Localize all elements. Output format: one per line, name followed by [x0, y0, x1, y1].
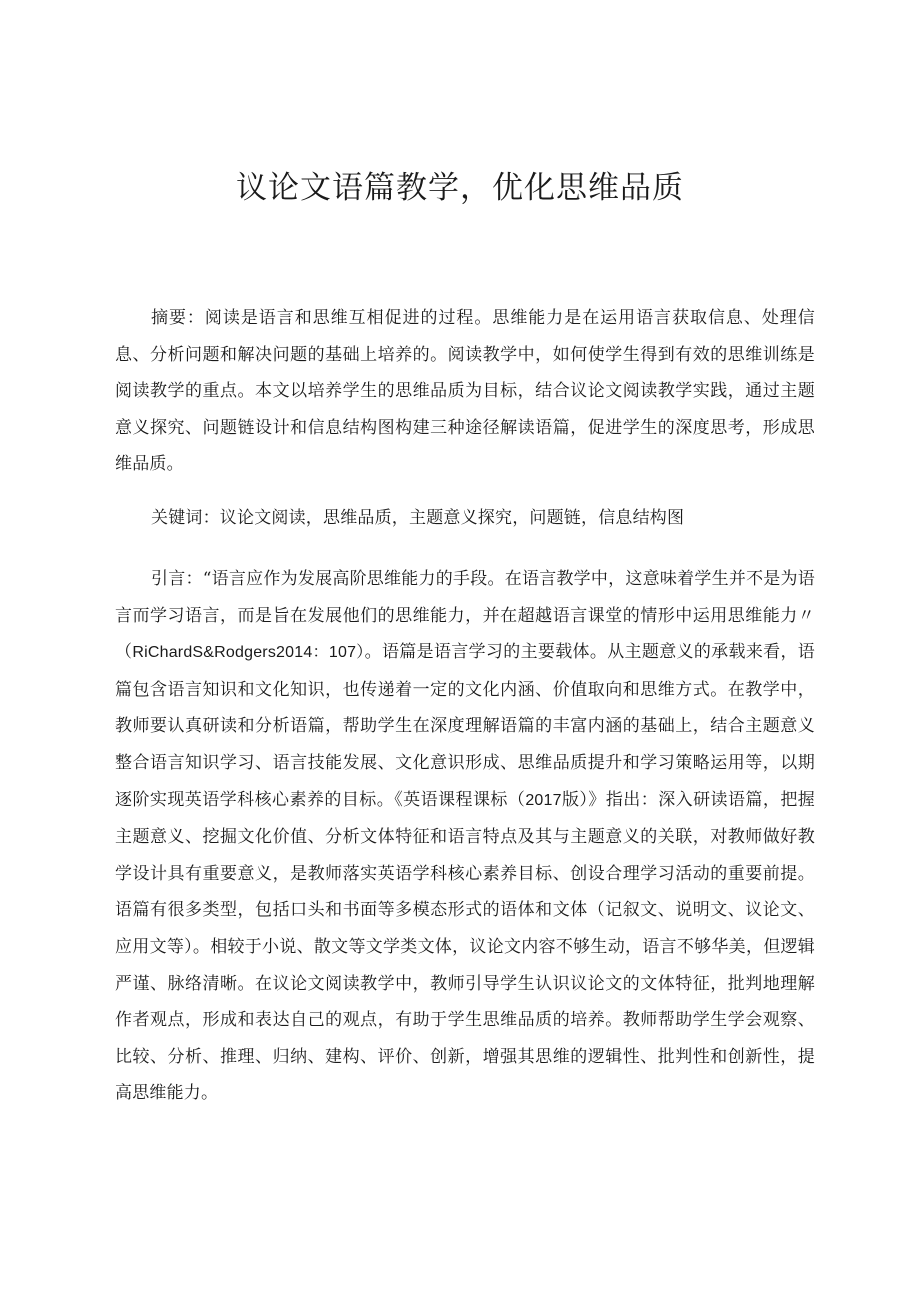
- intro-text-part1: 引言：“语言应作为发展高阶思维能力的手段。在语言教学中，这意味着学生并不是为语言而学习语言，而是旨在发展他们的思维能力，并在超越语言课堂的情形中运用思维能力〃（: [115, 569, 815, 663]
- abstract-paragraph: 摘要：阅读是语言和思维互相促进的过程。思维能力是在运用语言获取信息、处理信息、分析问题和解决问题的基础上培养的。阅读教学中，如何使学生得到有效的思维训练是阅读教学的重点。本文以培养学生的思维品质为目标，结合议论文阅读教学实践，通过主题意义探究、问题链设计和信息结构图构建三种途径解读语篇，促进学生的深度思考，形成思维品质。: [115, 308, 815, 475]
- intro-citation: RiChardS&Rodgers2014：107）: [132, 644, 365, 662]
- intro-year: 2017: [525, 791, 562, 809]
- intro-text-part3: 版）》指出：深入研读语篇，把握主题意义、挖掘文化价值、分析文体特征和语言特点及其与主题意义的关联，对教师做好教学设计具有重要意义，是教师落实英语学科核心素养目标、创设合理学习活动的重要前提。语篇有很多类型，包括口头和书面等多模态形式的语体和文体（记叙文、说明文、议论文、应用文等）。相较于小说、散文等文学类文体，议论文内容不够生动，语言不够华美，但逻辑严谨、脉络清晰。在议论文阅读教学中，教师引导学生认识议论文的文体特征，批判地理解作者观点，形成和表达自己的观点，有助于学生思维品质的培养。教师帮助学生学会观察、比较、分析、推理、归纳、建构、评价、创新，增强其思维的逻辑性、批判性和创新性，提高思维能力。: [115, 789, 815, 1104]
- introduction-paragraph: [115, 561, 815, 1112]
- intro-text-part2: 。语篇是语言学习的主要载体。从主题意义的承载来看，语篇包含语言知识和文化知识，也传递着一定的文化内涵、价值取向和思维方式。在教学中，教师要认真研读和分析语篇，帮助学生在深度理解语篇的丰富内涵的基础上，结合主题意义整合语言知识学习、语言技能发展、文化意识形成、思维品质提升和学习策略运用等，以期逐阶实现英语学科核心素养的目标。《英语课程课标（: [115, 642, 816, 810]
- keywords-paragraph: 关键词：议论文阅读，思维品质，主题意义探究，问题链，信息结构图: [151, 508, 685, 528]
- document-title: 议论文语篇教学，优化思维品质: [236, 170, 684, 206]
